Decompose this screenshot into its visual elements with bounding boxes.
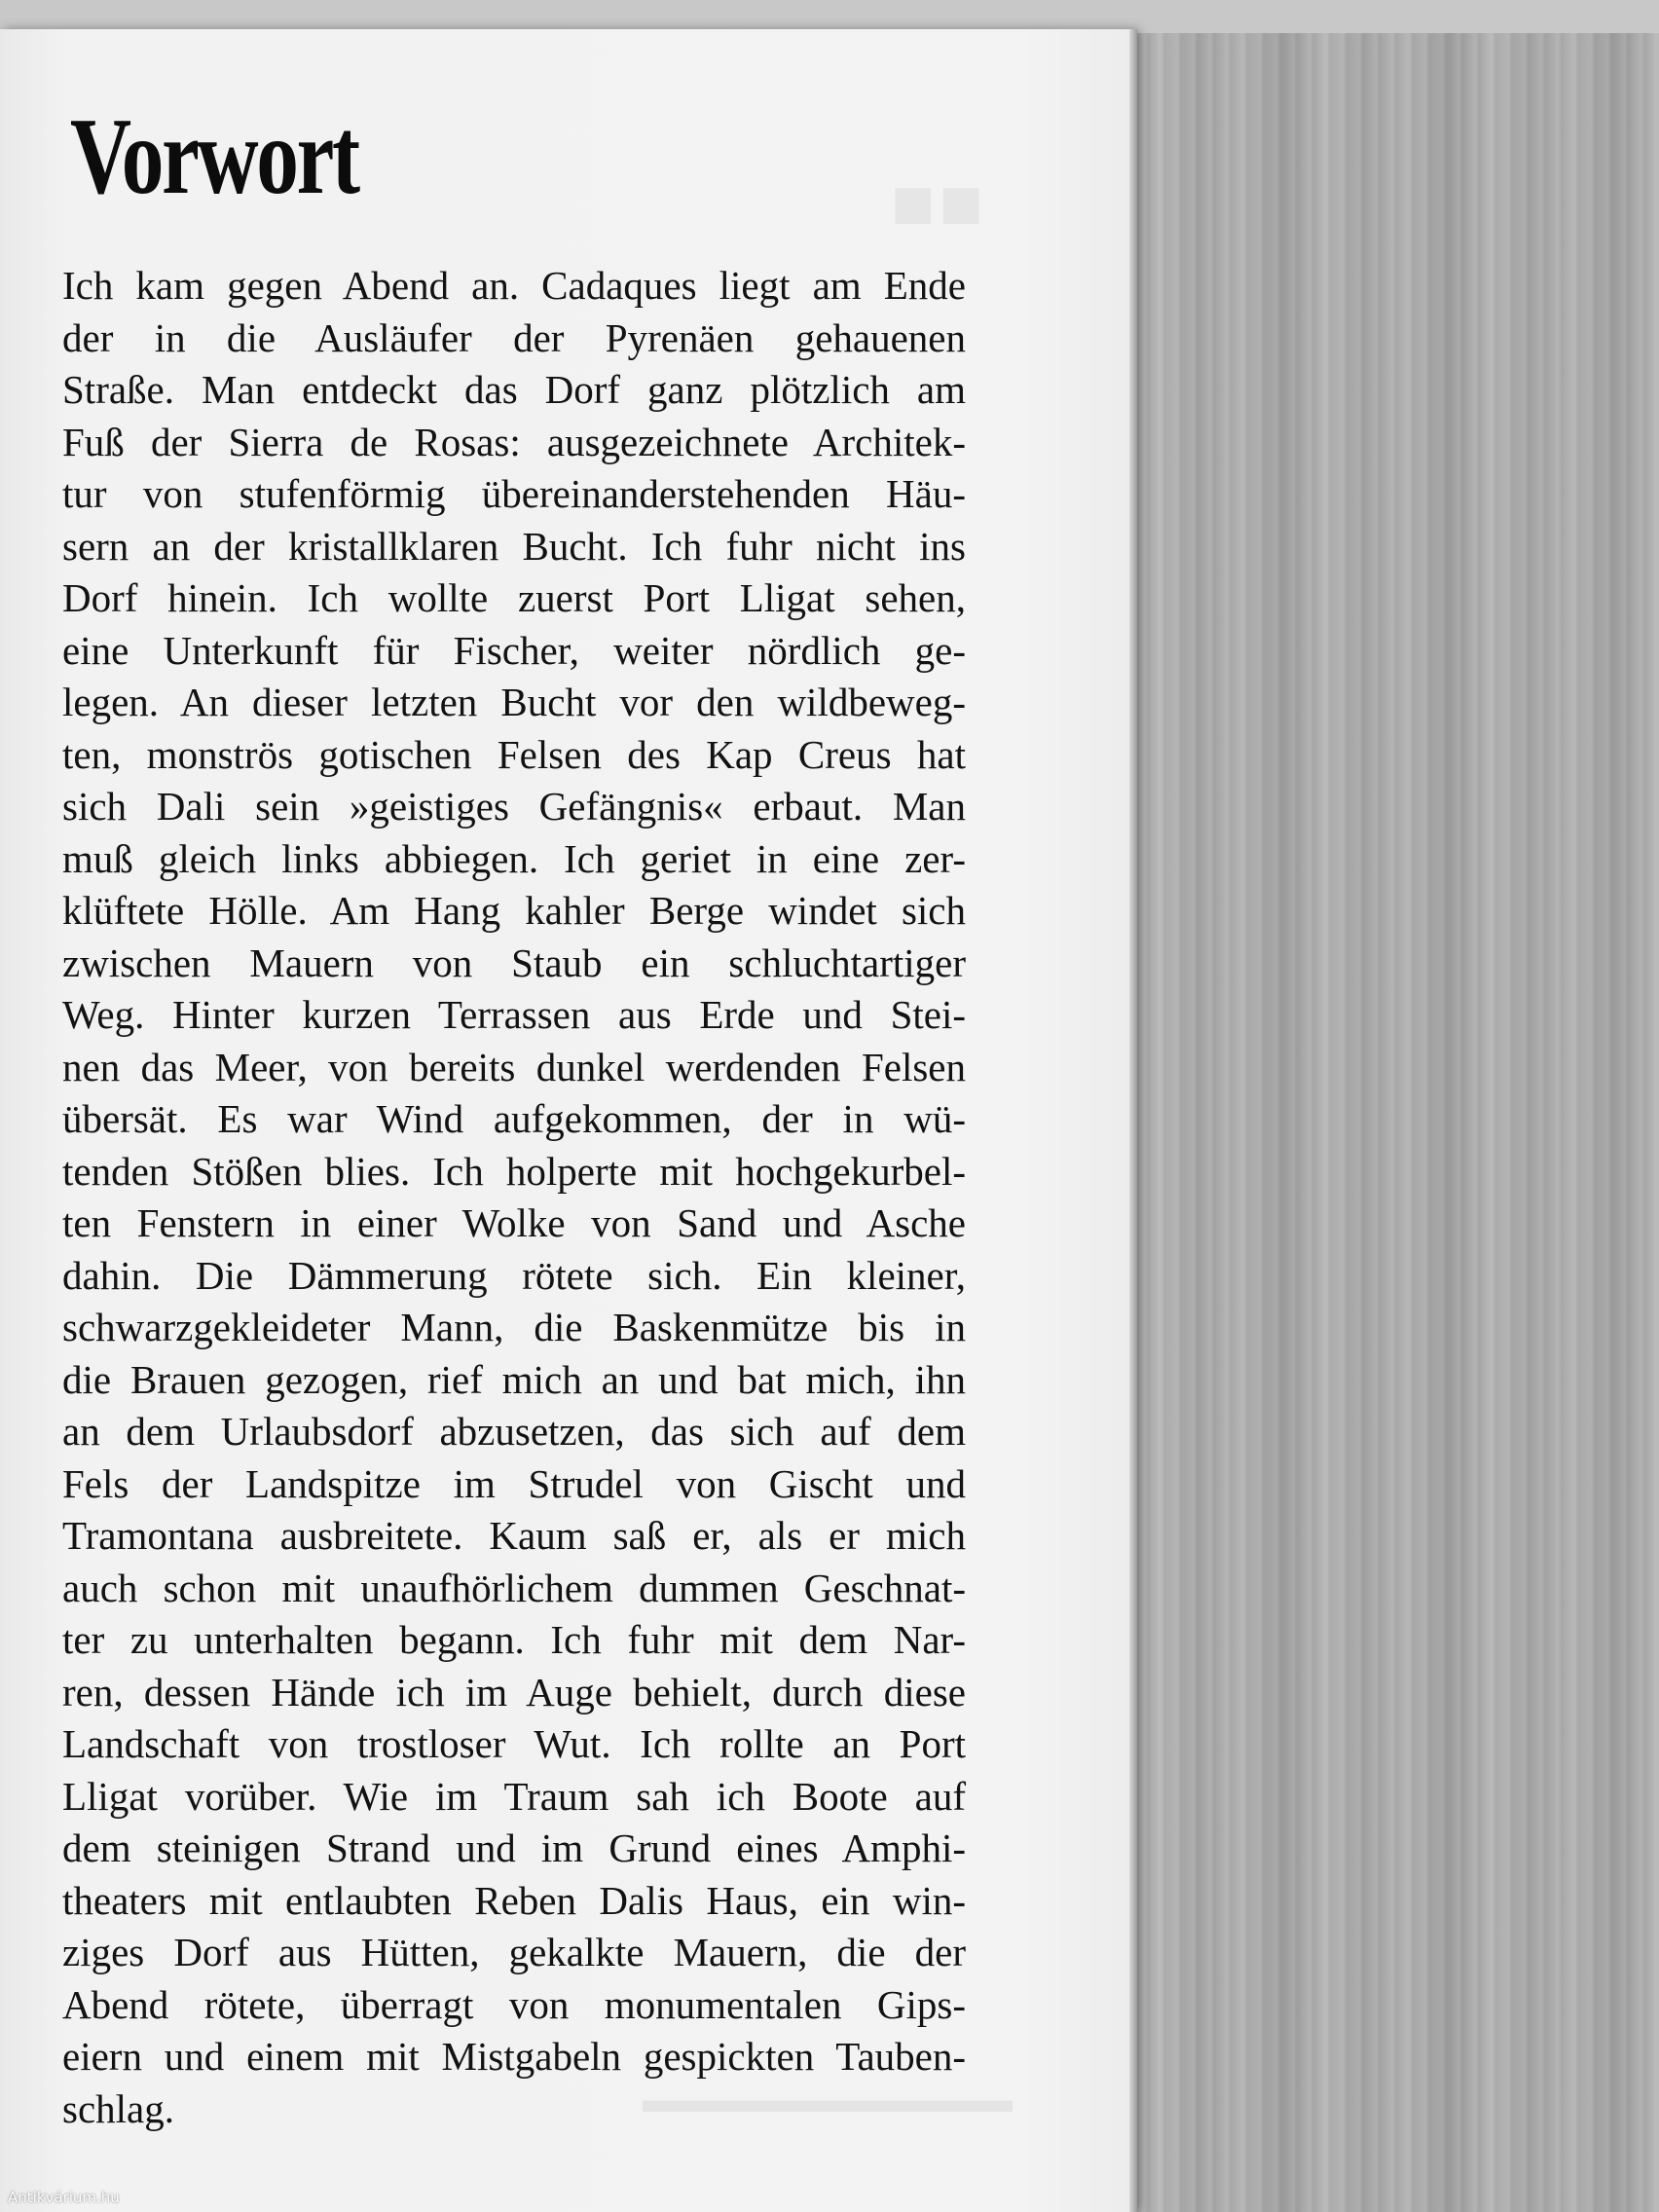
chapter-title: Vorwort <box>70 96 358 217</box>
text-line: eine Unterkunft für Fischer, weiter nördlich ge- <box>62 627 966 673</box>
text-line: tur von stufenförmig übereinanderstehenden Häu- <box>62 471 966 516</box>
text-line: Abend rötete, überragt von monumentalen Gips- <box>62 1981 966 2027</box>
text-line: theaters mit entlaubten Reben Dalis Haus, ein win- <box>62 1877 966 1923</box>
text-line: zwischen Mauern von Staub ein schluchtartiger <box>62 940 966 985</box>
text-line: legen. An dieser letzten Bucht vor den wildbeweg- <box>62 680 966 724</box>
text-line: ziges Dorf aus Hütten, gekalkte Mauern, die der <box>62 1930 966 1974</box>
text-line: Weg. Hinter kurzen Terrassen aus Erde und Stei- <box>62 992 966 1037</box>
text-line: Ich kam gegen Abend an. Cadaques liegt am Ende <box>62 263 966 308</box>
text-line: sich Dali sein »geistiges Gefängnis« erbaut. Man <box>62 784 966 829</box>
text-line: nen das Meer, von bereits dunkel werdenden Felsen <box>62 1044 966 1089</box>
text-line: Tramontana ausbreitete. Kaum saß er, als er mich <box>62 1513 966 1558</box>
watermark: Antikvárium.hu <box>8 2189 120 2206</box>
text-line: Fuß der Sierra de Rosas: ausgezeichnete Architek- <box>62 419 966 464</box>
text-line: die Brauen gezogen, rief mich an und bat mich, ihn <box>62 1356 966 1402</box>
book-page <box>0 29 1135 2212</box>
text-line: Fels der Landspitze im Strudel von Gischt und <box>62 1460 966 1506</box>
show-through-text-shadow: ▬▬▬▬▬▬▬▬▬▬ <box>643 2080 1013 2120</box>
page-edge <box>1129 29 1137 2212</box>
text-line: schlag. <box>62 2085 174 2131</box>
text-line: Dorf hinein. Ich wollte zuerst Port Lligat sehen, <box>62 575 966 620</box>
text-line: ter zu unterhalten begann. Ich fuhr mit dem Nar- <box>62 1617 966 1662</box>
text-line: Lligat vorüber. Wie im Traum sah ich Boote auf <box>62 1773 966 1819</box>
text-line: eiern und einem mit Mistgabeln gespickten Tauben- <box>62 2034 966 2079</box>
text-line: tenden Stößen blies. Ich holperte mit hochgekurbel- <box>62 1148 966 1194</box>
text-line: auch schon mit unaufhörlichem dummen Geschnat- <box>62 1565 966 1610</box>
text-line: dem steinigen Strand und im Grund eines Amphi- <box>62 1825 966 1870</box>
text-line: klüftete Hölle. Am Hang kahler Berge windet sich <box>62 888 966 933</box>
text-line: Straße. Man entdeckt das Dorf ganz plötzlich am <box>62 367 966 412</box>
text-line: dahin. Die Dämmerung rötete sich. Ein kleiner, <box>62 1252 966 1298</box>
scan-top-strip <box>0 0 1659 33</box>
text-line: sern an der kristallklaren Bucht. Ich fuhr nicht ins <box>62 523 966 569</box>
text-line: muß gleich links abbiegen. Ich geriet in eine zer- <box>62 835 966 881</box>
text-line: an dem Urlaubsdorf abzusetzen, das sich auf dem <box>62 1409 966 1454</box>
body-text <box>62 260 966 2135</box>
text-line: schwarzgekleideter Mann, die Baskenmütze bis in <box>62 1305 966 1349</box>
text-line: ten Fenstern in einer Wolke von Sand und Asche <box>62 1200 966 1245</box>
text-line: Landschaft von trostloser Wut. Ich rollte an Port <box>62 1721 966 1766</box>
text-line: ren, dessen Hände ich im Auge behielt, durch diese <box>62 1669 966 1714</box>
text-line: übersät. Es war Wind aufgekommen, der in wü- <box>62 1096 966 1141</box>
show-through-shadow: ■■ <box>891 175 987 230</box>
text-line: der in die Ausläufer der Pyrenäen gehauenen <box>62 314 966 360</box>
text-line: ten, monströs gotischen Felsen des Kap Creus hat <box>62 731 966 777</box>
